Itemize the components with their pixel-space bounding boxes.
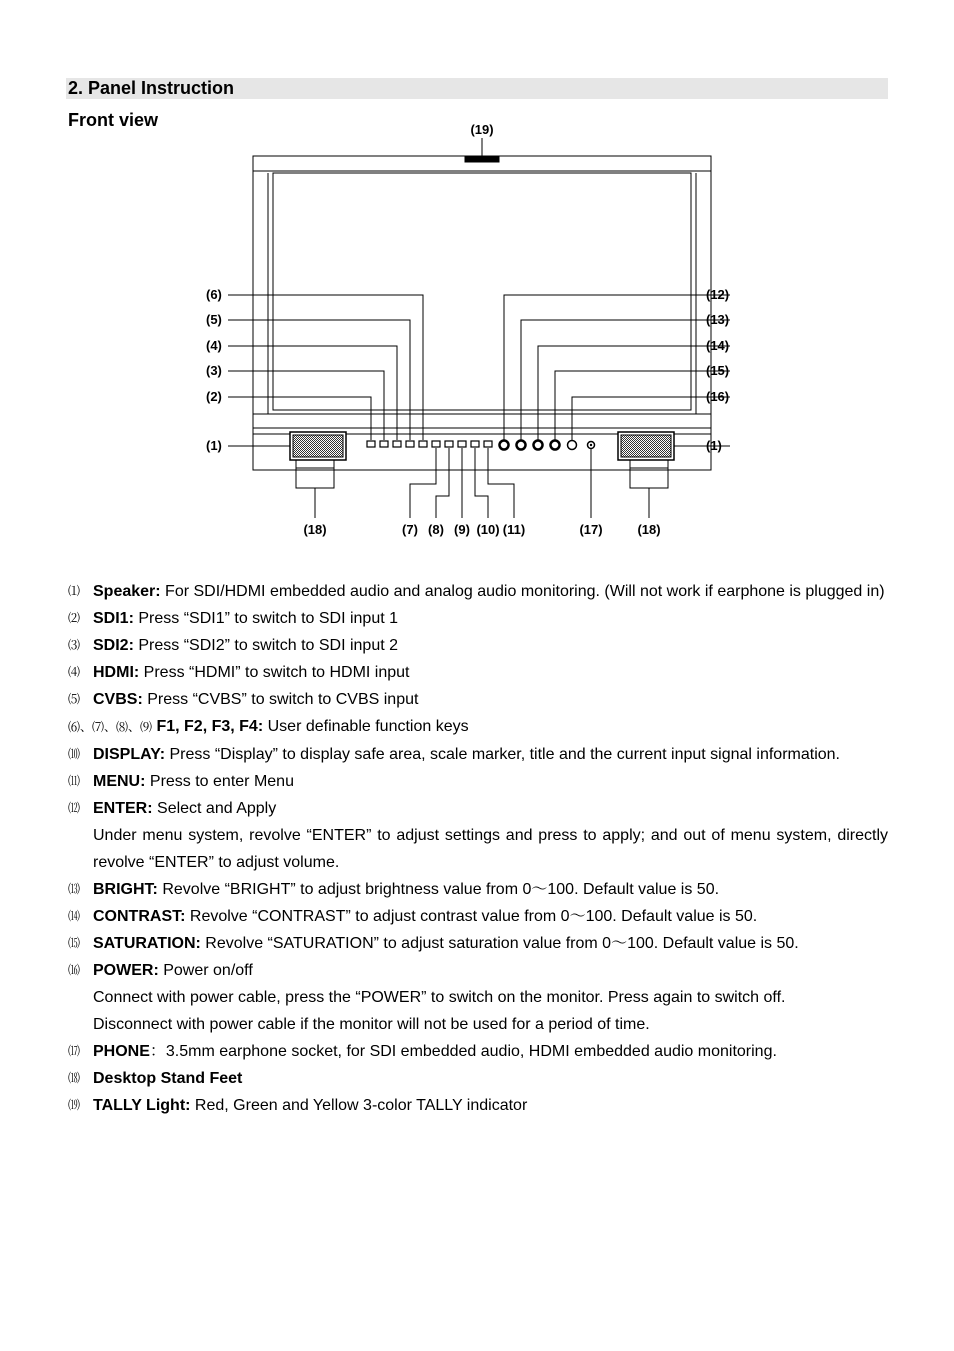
item-text: Press “Display” to display safe area, scale marker, title and the current input signal information. <box>169 746 840 763</box>
callout-12: (12) <box>706 287 730 302</box>
front-view-title: Front view <box>68 110 159 130</box>
item-text: Revolve “CONTRAST” to adjust contrast value from 0～100. Default value is 50. <box>189 908 758 925</box>
callout-15: (15) <box>706 363 730 378</box>
item-label: CVBS: <box>93 691 143 708</box>
item-number: ⑵ <box>68 611 81 625</box>
callout-6: (6) <box>206 287 222 302</box>
sdi2-button <box>380 441 388 447</box>
monitor-outer-frame <box>253 156 711 470</box>
f1-button <box>419 441 427 447</box>
item-text: Revolve “SATURATION” to adjust saturation value from 0～100. Default value is 50. <box>205 935 799 952</box>
list-item <box>68 903 888 930</box>
item-label: BRIGHT: <box>93 881 158 898</box>
item-text: Press “SDI2” to switch to SDI input 2 <box>138 637 399 654</box>
item-number: ⒆ <box>68 1098 81 1112</box>
list-item <box>68 659 888 686</box>
speaker-left <box>290 432 346 460</box>
list-item <box>68 686 888 713</box>
list-item <box>68 795 888 876</box>
list-item <box>68 930 888 957</box>
item-label: Speaker: <box>93 583 161 600</box>
callout-10: (10) <box>476 522 500 537</box>
item-number: ⑸ <box>68 692 81 706</box>
item-label: PHONE <box>93 1043 150 1060</box>
item-text: Red, Green and Yellow 3-color TALLY indicator <box>194 1097 528 1114</box>
callout-8: (8) <box>428 522 444 537</box>
callout-18-right: (18) <box>637 522 661 537</box>
stand-foot-right <box>630 460 668 488</box>
callout-18-left: (18) <box>303 522 327 537</box>
list-item <box>68 713 888 741</box>
item-label: POWER: <box>93 962 159 979</box>
item-label: SDI1: <box>93 610 134 627</box>
item-number: ⒁ <box>68 909 81 923</box>
list-item <box>68 1092 888 1119</box>
item-number: ⒂ <box>68 936 81 950</box>
list-item <box>68 957 888 1038</box>
item-label: F1, F2, F3, F4: <box>156 718 264 735</box>
item-number: ⒀ <box>68 882 81 896</box>
item-text: Press “HDMI” to switch to HDMI input <box>143 664 410 681</box>
list-item <box>68 768 888 795</box>
item-label: CONTRAST: <box>93 908 186 925</box>
contrast-knob <box>534 441 543 450</box>
list-item <box>68 632 888 659</box>
item-number: ⑴ <box>68 584 81 598</box>
item-detail: Connect with power cable, press the “POWER” to switch on the monitor. Press again to switch off. <box>93 989 786 1006</box>
callout-19: (19) <box>470 122 494 137</box>
callout-3: (3) <box>206 363 222 378</box>
list-item <box>68 741 888 768</box>
item-text: Press “SDI1” to switch to SDI input 1 <box>138 610 399 627</box>
item-text: ：3.5mm earphone socket, for SDI embedded audio, HDMI embedded audio monitoring. <box>149 1043 777 1060</box>
section-title: 2. Panel Instruction <box>68 78 235 98</box>
item-text: For SDI/HDMI embedded audio and analog audio monitoring. (Will not work if earphone is plugged in) <box>165 583 885 600</box>
callout-14: (14) <box>706 338 730 353</box>
item-number: ⑽ <box>68 747 81 761</box>
callout-11: (11) <box>502 522 526 537</box>
item-number: ⒄ <box>68 1044 81 1058</box>
panel-item-list <box>68 578 888 1119</box>
list-item <box>68 1038 888 1065</box>
callout-2: (2) <box>206 389 222 404</box>
list-item <box>68 876 888 903</box>
item-text: Press “CVBS” to switch to CVBS input <box>147 691 419 708</box>
callout-4: (4) <box>206 338 222 353</box>
item-text: Power on/off <box>163 962 253 979</box>
item-detail: Under menu system, revolve “ENTER” to adjust settings and press to apply; and out of menu system, directly revolve “ENTER” to adjust volume. <box>93 827 888 871</box>
stand-foot-left <box>296 460 334 488</box>
f3-button <box>445 441 453 447</box>
f4-button <box>458 441 466 447</box>
item-number: ⑶ <box>68 638 81 652</box>
callout-1-right: (1) <box>706 438 722 453</box>
enter-knob <box>500 441 509 450</box>
display-button <box>471 441 479 447</box>
speaker-right <box>618 432 674 460</box>
item-text: Select and Apply <box>157 800 277 817</box>
callout-1-left: (1) <box>206 438 222 453</box>
callout-17: (17) <box>579 522 603 537</box>
saturation-knob <box>551 441 560 450</box>
list-item <box>68 1065 888 1092</box>
item-number: ⑿ <box>68 801 81 815</box>
item-number: ⑷ <box>68 665 81 679</box>
hdmi-button <box>393 441 401 447</box>
item-text: Revolve “BRIGHT” to adjust brightness value from 0～100. Default value is 50. <box>162 881 720 898</box>
item-number: ⑹、⑺、⑻、⑼ <box>68 720 153 734</box>
front-panel-diagram <box>200 116 730 546</box>
item-text: User definable function keys <box>267 718 469 735</box>
sdi1-button <box>367 441 375 447</box>
item-number: ⒃ <box>68 963 81 977</box>
item-text: Press to enter Menu <box>149 773 294 790</box>
list-item <box>68 578 888 605</box>
power-knob <box>568 441 577 450</box>
item-label: DISPLAY: <box>93 746 166 763</box>
item-number: ⑾ <box>68 774 81 788</box>
item-label: MENU: <box>93 773 146 790</box>
callout-9: (9) <box>454 522 470 537</box>
item-label: HDMI: <box>93 664 140 681</box>
item-number: ⒅ <box>68 1071 81 1085</box>
item-label: ENTER: <box>93 800 153 817</box>
bright-knob <box>517 441 526 450</box>
menu-button <box>484 441 492 447</box>
item-label: SATURATION: <box>93 935 201 952</box>
callout-13: (13) <box>706 312 730 327</box>
callout-5: (5) <box>206 312 222 327</box>
monitor-screen <box>273 173 691 410</box>
item-label: SDI2: <box>93 637 134 654</box>
item-label: TALLY Light: <box>93 1097 191 1114</box>
callout-16: (16) <box>706 389 730 404</box>
item-detail: Disconnect with power cable if the monitor will not be used for a period of time. <box>93 1016 650 1033</box>
tally-light <box>465 157 499 162</box>
f2-button <box>432 441 440 447</box>
item-label: Desktop Stand Feet <box>93 1070 243 1087</box>
list-item <box>68 605 888 632</box>
callout-7: (7) <box>402 522 418 537</box>
cvbs-button <box>406 441 414 447</box>
